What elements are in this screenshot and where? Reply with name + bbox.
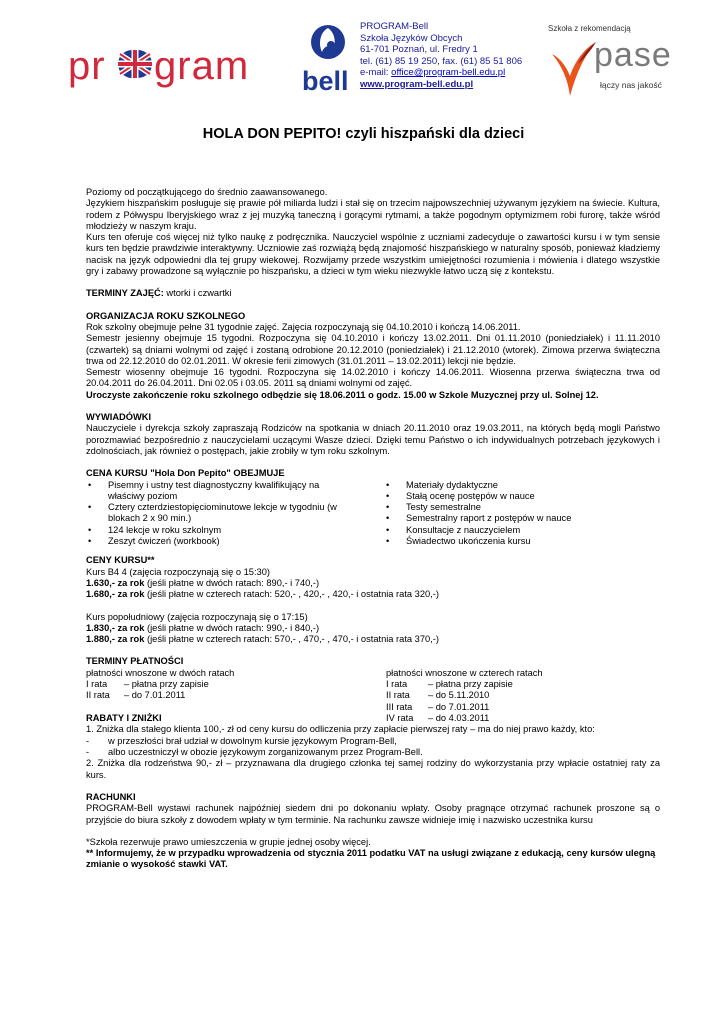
list-item: • Cztery czterdziestopięciominutowe lekcje w tygodniu (w blokach 2 x 90 min.) <box>86 502 358 525</box>
pase-tagline: Szkoła z rekomendacją <box>548 24 631 33</box>
list-item: • Konsultacje z nauczycielem <box>384 525 660 536</box>
list-item: • 124 lekcje w roku szkolnym <box>86 525 358 536</box>
wywiadowki-heading: WYWIADÓWKI <box>86 412 152 423</box>
address: 61-701 Poznań, ul. Fredry 1 <box>360 44 478 55</box>
platnosci-left-title: płatności wnoszone w dwóch ratach <box>86 667 235 678</box>
ceny-k1: Kurs B4 4 (zajęcia rozpoczynają się o 15:30) <box>86 566 270 577</box>
cena-right-list <box>384 480 660 548</box>
installment-row <box>86 690 386 701</box>
rabaty-heading: RABATY I ZNIŻKI <box>86 713 162 724</box>
school-name: Szkoła Języków Obcych <box>360 32 463 44</box>
list-item: • Stałą ocenę postępów w nauce <box>384 491 660 502</box>
list-item: • Testy semestralne <box>384 502 660 513</box>
pase-logo <box>548 24 688 104</box>
price-bold: 1.880,- za rok <box>86 634 145 645</box>
installment-due: – płatna przy zapisie <box>428 678 513 689</box>
intro-p1: Językiem hiszpańskim posługuje się prawie pół miliarda ludzi i stał się on trzecim najpowszechniej używanym językiem na świecie. Kultura, rodem z Półwyspu Iberyjskiego wraz z jej muzyką taneczną i gorącymi rytmami, a także pogodnym optymizmem robi furorę, także wśród młodzieży w naszym kraju. <box>86 198 660 231</box>
dash-marker: - <box>86 747 90 758</box>
pase-slogan: łączy nas jakość <box>600 80 662 90</box>
email-line <box>360 67 522 79</box>
phones: tel. (61) 85 19 250, fax. (61) 85 51 806 <box>360 55 523 67</box>
ceny-k2-a <box>86 623 660 634</box>
cena-lists <box>86 480 660 548</box>
installment-due: – płatna przy zapisie <box>124 678 209 689</box>
price-bold: 1.830,- za rok <box>86 622 145 633</box>
installment-label: II rata <box>86 690 110 701</box>
installment-label: II rata <box>386 690 410 701</box>
installment-row <box>386 702 543 713</box>
rabaty-l3-row <box>86 747 660 758</box>
installment-row <box>386 713 543 724</box>
ceny-k1-b <box>86 589 660 600</box>
price-detail: (jeśli płatne w czterech ratach: 520,- , 420,- , 420,- i ostatnia rata 320,-) <box>144 589 439 600</box>
price-detail: (jeśli płatne w dwóch ratach: 890,- i 740,-) <box>144 577 320 588</box>
program-logo <box>68 40 300 96</box>
rachunki-text: PROGRAM-Bell wystawi rachunek najpóźniej siedem dni po dokonaniu wpłaty. Osoby pragnące otrzymać rachunek proszone są o przyjście do biura szkoły z dowodem wpłaty w tym terminie. Na rachunku zawsze widnieje imię i nazwisko uczestnika kursu <box>86 803 660 825</box>
document-body <box>86 187 660 871</box>
installment-due: – do 4.03.2011 <box>428 712 490 723</box>
intro-p2: Kurs ten oferuje coś więcej niż tylko naukę z podręcznika. Nauczyciel wspólnie z uczniami zadecyduje o zawartości kursu i w tym sensie kurs ten będzie prawdziwie interaktywny. Uczniowie zaś rozwiążą będą znajomość hiszpańskiego w naturalny sposób, ponieważ kładziemy nacisk na język odpowiedni dla tej grupy wiekowej. Rozwijamy przede wszystkim umiejętności rozumienia i mówienia i dlatego wszystkie gry i zabawy prowadzone są wyłącznie po hiszpańsku, a dzieci w tym wieku niezwykle łatwo uczą się z kontekstu. <box>86 232 660 277</box>
ceny-k2-b <box>86 634 660 645</box>
rachunki-heading: RACHUNKI <box>86 791 136 802</box>
organizacja-l1: Rok szkolny obejmuje pełne 31 tygodnie zajęć. Zajęcia rozpoczynają się 04.10.2010 i kończą 14.06.2011. <box>86 321 521 332</box>
installment-label: I rata <box>86 678 108 689</box>
rabaty-l2-row <box>86 736 660 747</box>
list-item: • Pisemny i ustny test diagnostyczny kwalifikujący na właściwy poziom <box>86 480 358 503</box>
installment-label: IV rata <box>386 712 414 723</box>
platnosci-right-title: płatności wnoszone w czterech ratach <box>386 667 543 678</box>
pase-name: pase <box>594 36 672 74</box>
cena-heading: CENA KURSU "Hola Don Pepito" OBEJMUJE <box>86 468 285 479</box>
installment-row <box>386 690 543 701</box>
email-label: e-mail: <box>360 67 392 78</box>
price-bold: 1.680,- za rok <box>86 589 145 600</box>
terminy-value: wtorki i czwartki <box>163 288 232 299</box>
installment-label: I rata <box>386 678 408 689</box>
rabaty-l2: w przeszłości brał udział w dowolnym kursie językowym Program-Bell, <box>108 735 397 746</box>
ceny-heading: CENY KURSU** <box>86 555 155 566</box>
price-detail: (jeśli płatne w dwóch ratach: 990,- i 840,-) <box>144 622 320 633</box>
organizacja-l2: Semestr jesienny obejmuje 15 tygodni. Rozpoczyna się 04.10.2010 i kończy 13.02.2011. Dni 01.11.2010 (poniedziałek) i 11.11.2010 (czwartek) są dniami wolnymi od zajęć i zostaną odrobione 20.12.2010 (poniedziałek) i 21.12.2010 (wtorek). Zimowa przerwa świąteczna trwa od 22.12.2010 do 02.01.2011. W okresie ferii zimowych (31.01.2011 – 13.02.2011) lekcji nie będzie. <box>86 333 660 366</box>
footnote-1: *Szkoła rezerwuje prawo umieszczenia w grupie jednej osoby więcej. <box>86 836 371 847</box>
organizacja-l3: Semestr wiosenny obejmuje 16 tygodni. Rozpoczyna się 14.02.2010 i kończy 14.06.2011. Wiosenna przerwa świąteczna trwa od 20.04.2011 do 26.04.2011. Dni 02.05 i 03.05. 2011 są dniami wolnymi od zajęć. <box>86 367 660 389</box>
bell-logo <box>300 22 356 94</box>
list-item: • Świadectwo ukończenia kursu <box>384 536 660 547</box>
ceny-k2: Kurs popołudniowy (zajęcia rozpoczynają się o 17:15) <box>86 611 308 622</box>
pase-check-icon <box>548 36 598 100</box>
price-bold: 1.630,- za rok <box>86 577 145 588</box>
rabaty-l3: albo uczestniczył w obozie językowym zorganizowanym przez Program-Bell. <box>108 747 423 758</box>
rabaty-l4: 2. Zniżka dla rodzeństwa 90,- zł – przyznawana dla drugiego członka tej samej rodziny do wykorzystania przy wpłacie ostatniej raty za kurs. <box>86 758 660 780</box>
rabaty-l1: 1. Zniżka dla stałego klienta 100,- zł od ceny kursu do odliczenia przy zapłacie pierwszej raty – ma do niej prawo każdy, kto: <box>86 724 595 735</box>
email-link[interactable]: office@program-bell.edu.pl <box>391 67 506 78</box>
installment-due: – do 7.01.2011 <box>428 701 490 712</box>
svg-text:gram: gram <box>154 44 250 88</box>
ceny-k1-a <box>86 578 660 589</box>
installment-label: III rata <box>386 701 413 712</box>
wywiadowki-text: Nauczyciele i dyrekcja szkoły zapraszają Rodziców na spotkania w dniach 20.11.2010 oraz 19.03.2011, na których będą mogli Państwo porozmawiać bezpośrednio z nauczycielami uczącymi Wasze dzieci. Dzięki temu Państwo o ich indywidualnych potrzebach językowych i zdolnościach, jak również o postępach, jakie zrobiły w tym roku szkolnym. <box>86 423 660 456</box>
installment-row <box>386 679 543 690</box>
website-link[interactable]: www.program-bell.edu.pl <box>360 78 474 90</box>
list-item: • Zeszyt ćwiczeń (workbook) <box>86 536 358 547</box>
intro-level: Poziomy od początkującego do średnio zaawansowanego. <box>86 187 328 197</box>
bell-logo-text: bell <box>302 66 349 94</box>
page-title: HOLA DON PEPITO! czyli hiszpański dla dzieci <box>202 126 525 142</box>
svg-text:pr: pr <box>68 44 106 88</box>
list-item: • Semestralny raport z postępów w nauce <box>384 513 660 524</box>
installment-row <box>86 679 386 690</box>
contact-block <box>360 21 522 90</box>
company-name: PROGRAM-Bell <box>360 21 429 32</box>
platnosci-right <box>386 668 543 724</box>
terminy-line <box>86 288 660 299</box>
footnote-2: ** Informujemy, że w przypadku wprowadzenia od stycznia 2011 podatku VAT na usługi związane z edukacją, ceny kursów ulegną zmianie o wysokość stawki VAT. <box>86 848 656 870</box>
organizacja-l4: Uroczyste zakończenie roku szkolnego odbędzie się 18.06.2011 o godz. 15.00 w Szkole Muzycznej przy ul. Solnej 12. <box>86 389 599 400</box>
organizacja-heading: ORGANIZACJA ROKU SZKOLNEGO <box>86 310 246 321</box>
terminy-label: TERMINY ZAJĘĆ: <box>86 288 164 299</box>
list-item: • Materiały dydaktyczne <box>384 480 660 491</box>
installment-due: – do 5.11.2010 <box>428 690 490 701</box>
cena-left-list <box>86 480 358 548</box>
price-detail: (jeśli płatne w czterech ratach: 570,- , 470,- , 470,- i ostatnia rata 370,-) <box>144 634 439 645</box>
dash-marker: - <box>86 735 90 746</box>
installment-due: – do 7.01.2011 <box>124 690 186 701</box>
platnosci-heading: TERMINY PŁATNOŚCI <box>86 656 184 667</box>
